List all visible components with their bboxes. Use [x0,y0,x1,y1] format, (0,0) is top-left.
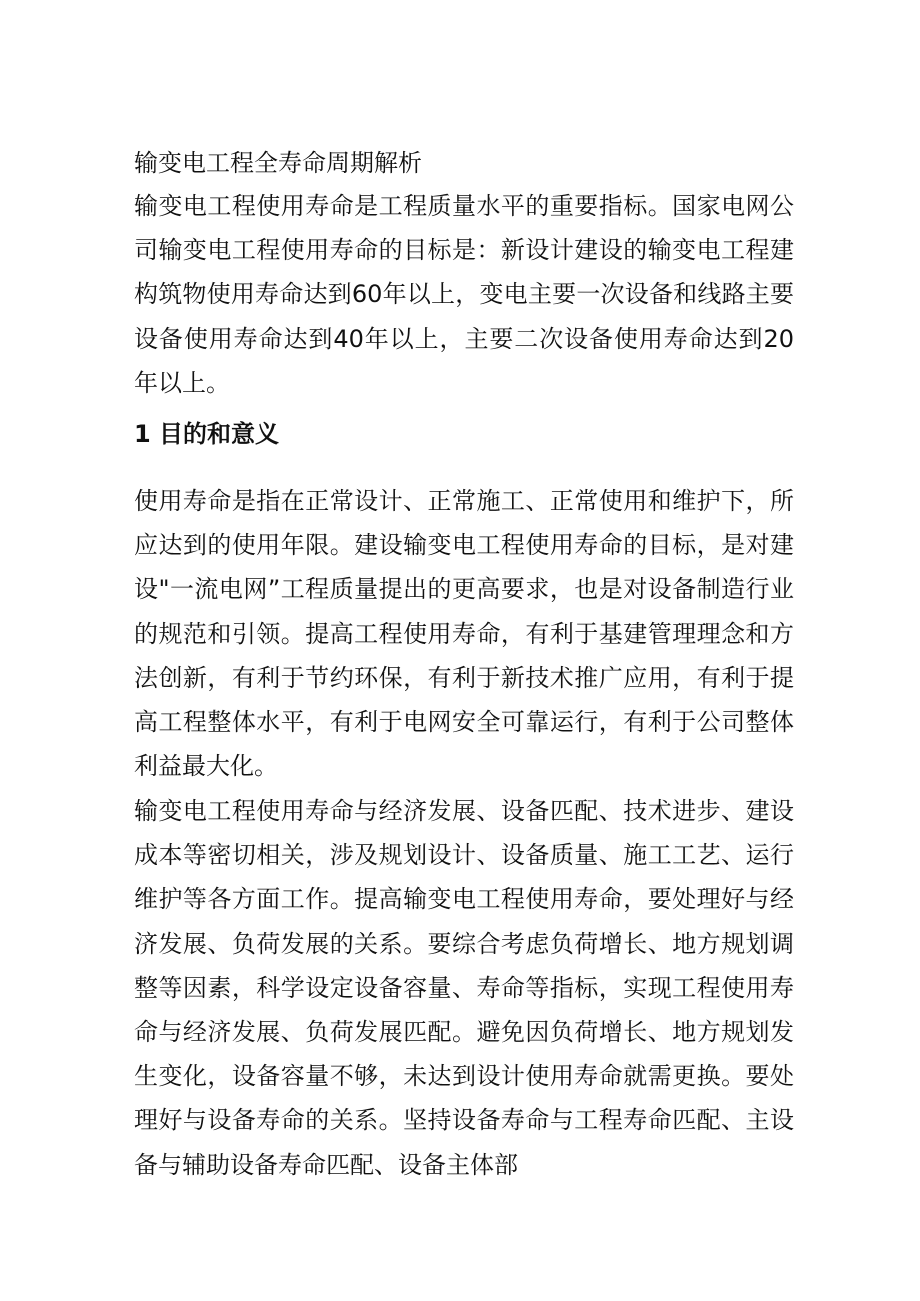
intro-paragraph: 输变电工程使用寿命是工程质量水平的重要指标。国家电网公司输变电工程使用寿命的目标是：新设计建设的输变电工程建构筑物使用寿命达到60年以上，变电主要一次设备和线路主要设备使用寿命达到40年以上，主要二次设备使用寿命达到20年以上。 [134,192,794,397]
body-paragraph: 使用寿命是指在正常设计、正常施工、正常使用和维护下，所应达到的使用年限。建设输变电工程使用寿命的目标，是对建设"一流电网”工程质量提出的更高要求，也是对设备制造行业的规范和引领。提高工程使用寿命，有利于基建管理理念和方法创新，有利于节约环保，有利于新技术推广应用，有利于提高工程整体水平，有利于电网安全可靠运行，有利于公司整体利益最大化。 [134,487,794,781]
document-title: 输变电工程全寿命周期解析 [134,149,422,177]
section-heading: 1 目的和意义 [134,420,280,448]
body-paragraph: 输变电工程使用寿命与经济发展、设备匹配、技术进步、建设成本等密切相关，涉及规划设计、设备质量、施工工艺、运行维护等各方面工作。提高输变电工程使用寿命，要处理好与经济发展、负荷发展的关系。要综合考虑负荷增长、地方规划调整等因素，科学设定设备容量、寿命等指标，实现工程使用寿命与经济发展、负荷发展匹配。避免因负荷增长、地方规划发生变化，设备容量不够，未达到设计使用寿命就需更换。要处理好与设备寿命的关系。坚持设备寿命与工程寿命匹配、主设备与辅助设备寿命匹配、设备主体部 [134,797,794,1179]
